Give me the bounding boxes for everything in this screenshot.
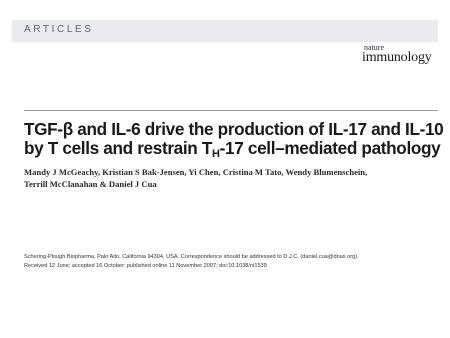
article-title [24, 119, 444, 160]
author-line-2: Terrill McClanahan & Daniel J Cua [24, 179, 157, 189]
publication-history: Received 12 June; accepted 16 October; published online 11 November 2007; doi:10.1038/ni1539 [24, 263, 267, 269]
section-label: ARTICLES [24, 24, 94, 35]
journal-logo-nature: nature [364, 43, 384, 52]
affiliation-block [24, 253, 440, 271]
title-line-2-post: -17 cell–mediated pathology [219, 138, 441, 158]
title-line-2-subscript: H [212, 148, 220, 160]
title-divider [24, 110, 438, 111]
title-line-2-pre: by T cells and restrain T [24, 138, 213, 158]
affiliation-text: Schering-Plough Biopharma, Palo Alto, California 94304, USA. Correspondence should be addressed to D.J.C. (daniel.cua@dnax.org). [24, 254, 359, 260]
article-title-line-2 [24, 139, 440, 158]
journal-logo-immunology: immunology [362, 50, 432, 65]
author-line-1: Mandy J McGeachy, Kristian S Bak-Jensen, Yi Chen, Cristina M Tato, Wendy Blumenschein, [24, 167, 368, 177]
author-list [24, 166, 440, 190]
journal-logo [362, 44, 432, 65]
article-title-line-1: TGF-β and IL-6 drive the production of IL-17 and IL-10 [24, 119, 444, 139]
